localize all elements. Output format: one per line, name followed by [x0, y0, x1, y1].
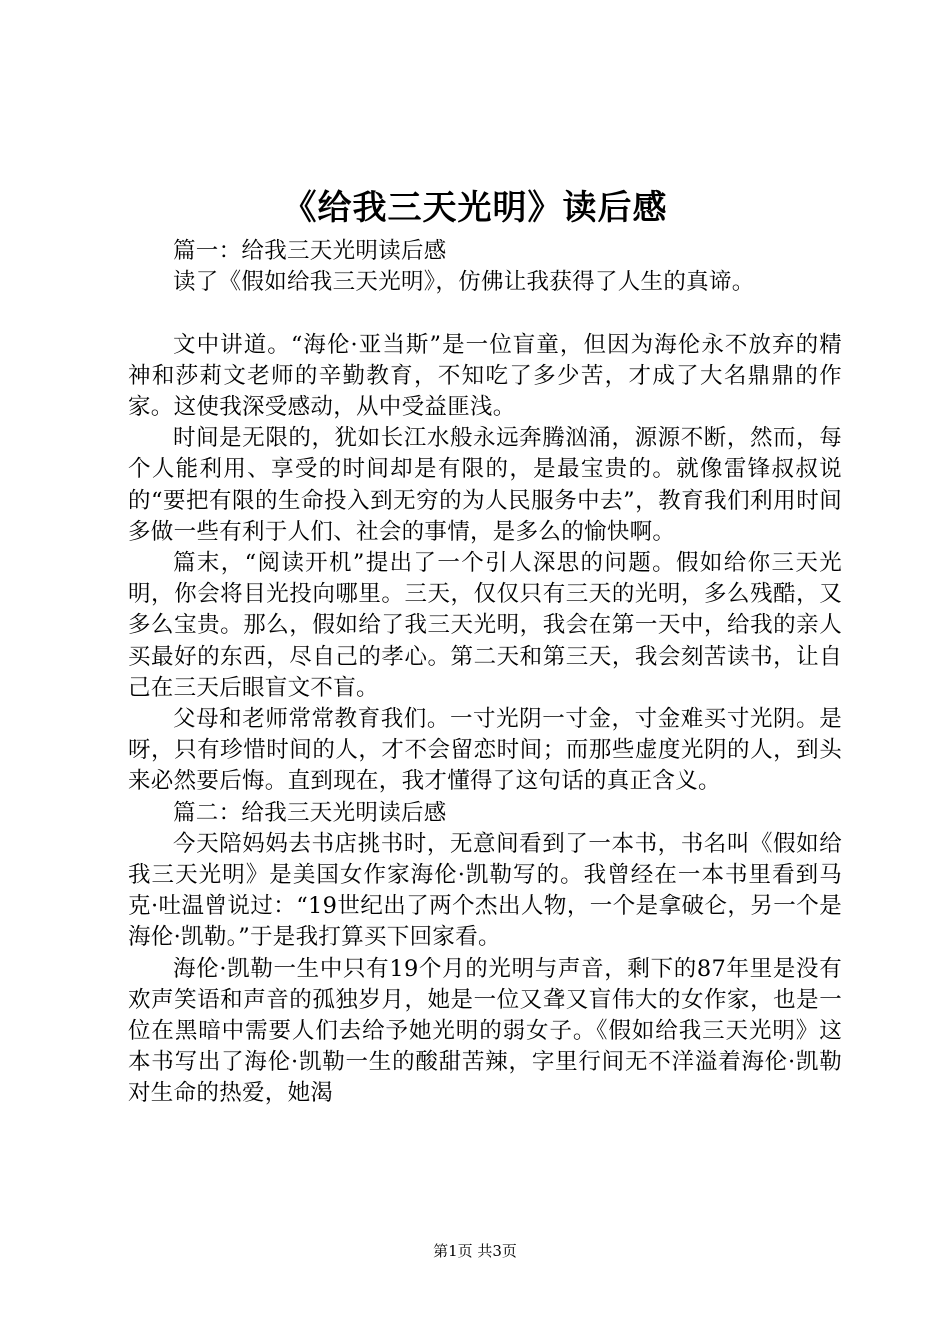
document-title: 《给我三天光明》读后感 — [282, 188, 668, 228]
page-number-footer: 第1页 共3页 — [433, 1242, 517, 1260]
paragraph: 父母和老师常常教育我们。一寸光阴一寸金，寸金难买寸光阴。是呀，只有珍惜时间的人，才不会留恋时间；而那些虚度光阴的人，到头来必然要后悔。直到现在，我才懂得了这句话的真正含义。 — [128, 706, 842, 795]
document-body — [128, 236, 842, 1110]
section-heading-1: 篇一：给我三天光明读后感 — [173, 238, 447, 264]
paragraph: 篇末，“阅读开机”提出了一个引人深思的问题。假如给你三天光明，你会将目光投向哪里。三天，仅仅只有三天的光明，多么残酷，又多么宝贵。那么，假如给了我三天光明，我会在第一天中，给我的亲人买最好的东西，尽自己的孝心。第二天和第三天，我会刻苦读书，让自己在三天后眼盲文不盲。 — [128, 550, 842, 701]
paragraph: 今天陪妈妈去书店挑书时，无意间看到了一本书，书名叫《假如给我三天光明》是美国女作家海伦·凯勒写的。我曾经在一本书里看到马克·吐温曾说过：“19世纪出了两个杰出人物，一个是拿破仑，另一个是海伦·凯勒。”于是我打算买下回家看。 — [128, 830, 842, 951]
paragraph: 文中讲道。“海伦·亚当斯”是一位盲童，但因为海伦永不放弃的精神和莎莉文老师的辛勤教育，不知吃了多少苦，才成了大名鼎鼎的作家。这使我深受感动，从中受益匪浅。 — [128, 331, 842, 420]
paragraph: 时间是无限的，犹如长江水般永远奔腾汹涌，源源不断，然而，每个人能利用、享受的时间却是有限的，是最宝贵的。就像雷锋叔叔说的“要把有限的生命投入到无穷的为人民服务中去”，教育我们利用时间多做一些有利于人们、社会的事情，是多么的愉快啊。 — [128, 425, 842, 545]
paragraph: 海伦·凯勒一生中只有19个月的光明与声音，剩下的87年里是没有欢声笑语和声音的孤独岁月，她是一位又聋又盲伟大的女作家，也是一位在黑暗中需要人们去给予她光明的弱女子。《假如给我三天光明》这本书写出了海伦·凯勒一生的酸甜苦辣，字里行间无不洋溢着海伦·凯勒对生命的热爱，她渴 — [128, 955, 842, 1107]
section-heading-2: 篇二：给我三天光明读后感 — [173, 799, 447, 826]
paragraph-intro: 读了《假如给我三天光明》，仿佛让我获得了人生的真谛。 — [173, 269, 755, 296]
